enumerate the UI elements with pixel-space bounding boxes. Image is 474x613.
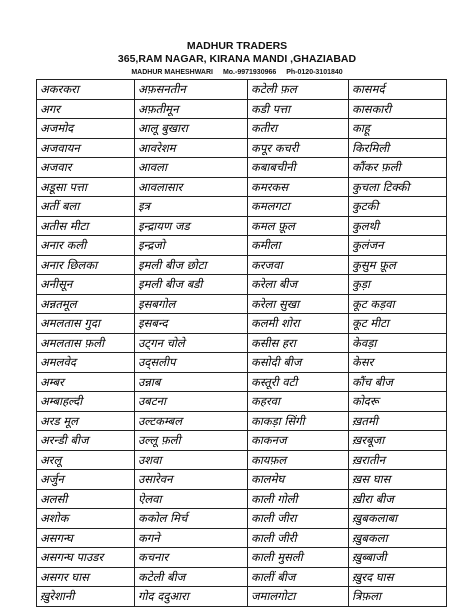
table-cell: इन्द्रजो (135, 236, 248, 256)
table-cell: उट्गन चोले (135, 333, 248, 353)
table-cell: इमली बीज छोटा (135, 255, 248, 275)
table-cell: काली जीरा (248, 509, 349, 529)
table-cell: अर्जुन (37, 470, 135, 490)
phone-number: Ph-0120-3101840 (286, 69, 343, 76)
table-cell: काकड़ा सिंगी (248, 411, 349, 431)
table-cell: अरन्डी बीज (37, 431, 135, 451)
contact-line (0, 69, 474, 76)
table-cell: कडी पत्ता (248, 99, 349, 119)
table-cell: उसारेवन (135, 470, 248, 490)
table-cell: कसीस हरा (248, 333, 349, 353)
items-table (36, 79, 447, 607)
table-cell: कगने (135, 528, 248, 548)
table-cell: कौंकर फ़ली (349, 158, 447, 178)
table-cell: अतीस मीटा (37, 216, 135, 236)
table-cell: कमीला (248, 236, 349, 256)
table-cell: ख़रातीन (349, 450, 447, 470)
items-table-body (37, 80, 447, 607)
table-cell: काली मुसली (248, 548, 349, 568)
table-cell: अनार कली (37, 236, 135, 256)
company-address: 365,RAM NAGAR, KIRANA MANDI ,GHAZIABAD (117, 53, 357, 65)
table-cell: कुटकी (349, 197, 447, 217)
table-cell: कासमर्द (349, 80, 447, 100)
mobile-number: Mo.-9971930966 (222, 69, 277, 76)
table-cell: ख़ुरद घास (349, 567, 447, 587)
table-row (37, 294, 447, 314)
table-cell: उद्सलीप (135, 353, 248, 373)
table-cell: असगर घास (37, 567, 135, 587)
table-cell: काहू (349, 119, 447, 139)
table-cell: कुलथी (349, 216, 447, 236)
table-row (37, 509, 447, 529)
table-cell: कूट मीटा (349, 314, 447, 334)
table-cell: उशवा (135, 450, 248, 470)
table-cell: अमलतास फ़ली (37, 333, 135, 353)
table-row (37, 392, 447, 412)
table-cell: कूट कड़वा (349, 294, 447, 314)
table-row (37, 411, 447, 431)
table-cell: केसर (349, 353, 447, 373)
table-cell: कालमेघ (248, 470, 349, 490)
table-cell: उल्लू फ़ली (135, 431, 248, 451)
table-row (37, 372, 447, 392)
table-cell: करजवा (248, 255, 349, 275)
table-row (37, 236, 447, 256)
table-cell: कालीं बीज (248, 567, 349, 587)
table-cell: कस्तूरी वटी (248, 372, 349, 392)
table-cell: किरमिली (349, 138, 447, 158)
table-row (37, 489, 447, 509)
table-cell: अजमोद (37, 119, 135, 139)
table-cell: ख़ुब्बाजी (349, 548, 447, 568)
table-row (37, 333, 447, 353)
table-cell: इसबगोल (135, 294, 248, 314)
table-cell: त्रिफ़ला (349, 587, 447, 607)
table-cell: करेला सुखा (248, 294, 349, 314)
company-name: MADHUR TRADERS (186, 40, 288, 52)
table-cell: अन्नतमूल (37, 294, 135, 314)
table-cell: अमलतास गुदा (37, 314, 135, 334)
table-cell: ऐलवा (135, 489, 248, 509)
table-cell: ख़तमी (349, 411, 447, 431)
proprietor-name: MADHUR MAHESHWARI (131, 69, 213, 76)
table-cell: इसबन्द (135, 314, 248, 334)
table-cell: ख़रबूजा (349, 431, 447, 451)
table-row (37, 138, 447, 158)
table-cell: अम्बाहल्दी (37, 392, 135, 412)
table-cell: अडूसा पत्ता (37, 177, 135, 197)
table-cell: अशोक (37, 509, 135, 529)
table-cell: असगन्घ पाउडर (37, 548, 135, 568)
table-cell: ख़ुबकलाबा (349, 509, 447, 529)
table-cell: अजवार (37, 158, 135, 178)
table-cell: कुसुम फ़ूल (349, 255, 447, 275)
table-cell: कमल फ़ूल (248, 216, 349, 236)
table-row (37, 548, 447, 568)
table-cell: उन्नाब (135, 372, 248, 392)
table-cell: कचनार (135, 548, 248, 568)
table-row (37, 197, 447, 217)
table-cell: कपूर कचरी (248, 138, 349, 158)
table-cell: काली जीरी (248, 528, 349, 548)
table-cell: कासकारी (349, 99, 447, 119)
table-cell: कौंच बीज (349, 372, 447, 392)
table-cell: कमरकस (248, 177, 349, 197)
table-cell: अनीसून (37, 275, 135, 295)
table-row (37, 80, 447, 100)
table-cell: गोद ददुआरा (135, 587, 248, 607)
table-cell: अरलू (37, 450, 135, 470)
table-row (37, 431, 447, 451)
table-cell: उल्टकम्बल (135, 411, 248, 431)
table-cell: इन्द्रायण जड (135, 216, 248, 236)
table-cell: अलसी (37, 489, 135, 509)
table-cell: अफ़तीमून (135, 99, 248, 119)
table-cell: अफ़सनतीन (135, 80, 248, 100)
table-row (37, 255, 447, 275)
table-cell: ख़स घास (349, 470, 447, 490)
table-cell: कटेली फ़ल (248, 80, 349, 100)
table-cell: ख़ुबकला (349, 528, 447, 548)
table-cell: इमली बीज बडी (135, 275, 248, 295)
table-cell: आवला (135, 158, 248, 178)
table-cell: आलू बुखारा (135, 119, 248, 139)
table-row (37, 216, 447, 236)
table-cell: कसोदी बीज (248, 353, 349, 373)
table-cell: कुड़ा (349, 275, 447, 295)
table-cell: कटेली बीज (135, 567, 248, 587)
table-row (37, 275, 447, 295)
table-row (37, 450, 447, 470)
table-cell: करेला बीज (248, 275, 349, 295)
table-cell: अरड मूल (37, 411, 135, 431)
table-cell: कोदरू (349, 392, 447, 412)
table-cell: कमलगटा (248, 197, 349, 217)
table-cell: अम्बर (37, 372, 135, 392)
table-cell: असगन्घ (37, 528, 135, 548)
table-cell: ख़ुरेशानी (37, 587, 135, 607)
table-cell: उबटना (135, 392, 248, 412)
table-cell: कुलंजन (349, 236, 447, 256)
table-cell: कहरवा (248, 392, 349, 412)
table-row (37, 353, 447, 373)
table-cell: अकरकरा (37, 80, 135, 100)
table-row (37, 119, 447, 139)
table-row (37, 567, 447, 587)
table-cell: आवलासार (135, 177, 248, 197)
table-cell: जमालगोटा (248, 587, 349, 607)
table-cell: अनार छिलका (37, 255, 135, 275)
table-cell: काकनज (248, 431, 349, 451)
table-cell: आवरेशम (135, 138, 248, 158)
table-cell: केवड़ा (349, 333, 447, 353)
table-cell: कायफ़ल (248, 450, 349, 470)
table-row (37, 470, 447, 490)
table-row (37, 587, 447, 607)
table-cell: अमलवेद (37, 353, 135, 373)
table-cell: इत्र (135, 197, 248, 217)
table-cell: अतीं बला (37, 197, 135, 217)
table-cell: अगर (37, 99, 135, 119)
table-row (37, 158, 447, 178)
table-cell: ककोल मिर्च (135, 509, 248, 529)
table-cell: कतीरा (248, 119, 349, 139)
table-cell: ख़ीरा बीज (349, 489, 447, 509)
table-cell: कबाबचीनी (248, 158, 349, 178)
table-row (37, 99, 447, 119)
table-cell: काली गोली (248, 489, 349, 509)
table-cell: कलमी शोरा (248, 314, 349, 334)
table-row (37, 177, 447, 197)
table-cell: अजवायन (37, 138, 135, 158)
table-row (37, 528, 447, 548)
table-cell: कुचला टिक्की (349, 177, 447, 197)
table-row (37, 314, 447, 334)
